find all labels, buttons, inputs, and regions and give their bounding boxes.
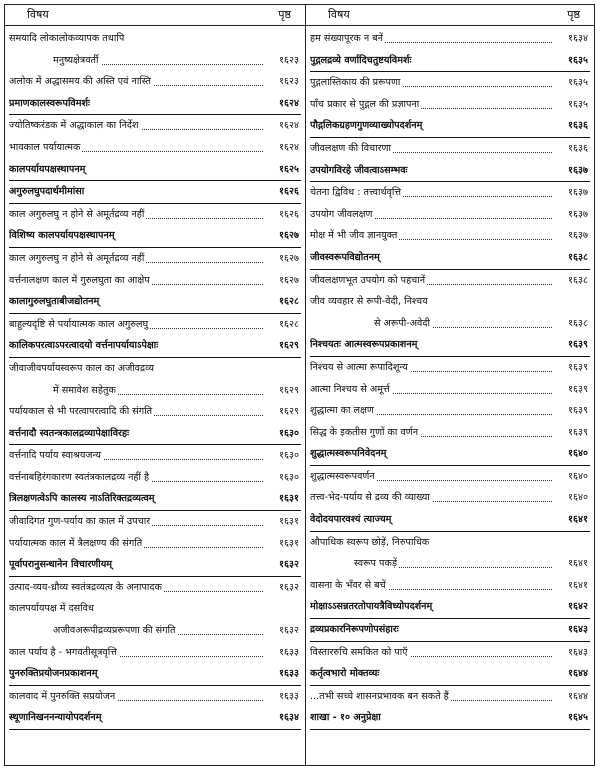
toc-entry-page: १६४५ [566, 707, 588, 729]
toc-entry [310, 334, 590, 357]
toc-entry-title: उपयोगविरहे जीवत्वाऽसम्भवः [310, 164, 408, 176]
toc-entry-title: विस्ताररुचि समकित को पाएँ [310, 646, 408, 658]
toc-entry [310, 291, 590, 313]
toc-entry-title: पुद्गलद्रव्ये वर्णादिचतुष्टयविमर्शः [310, 54, 412, 66]
toc-entry-page: १६४३ [566, 642, 588, 664]
toc-entry-page: १६३२ [277, 577, 299, 599]
toc-entry-page: १६४३ [566, 619, 588, 641]
toc-entry [310, 663, 590, 686]
toc-entry [310, 642, 590, 664]
toc-entry [9, 159, 301, 182]
toc-entry-title: अगुरुलघुपदार्थमीमांसा [9, 186, 85, 198]
toc-entry-title: में समावेश सहेतुक [9, 385, 118, 396]
toc-entry-title: पूर्वापरानुसन्धानेन विचारणीयम् [9, 559, 113, 571]
toc-entry-page: १६३५ [566, 94, 588, 116]
toc-entry-title: पुनरुक्तिप्रयोजनप्रकाशनम् [9, 668, 98, 680]
toc-entry-page: १६३९ [566, 357, 588, 379]
toc-entry-title: द्रव्यप्रकारनिरूपणोपसंहारः [310, 624, 399, 636]
toc-entry [9, 663, 301, 686]
toc-entry-page: १६३७ [566, 225, 588, 247]
toc-entry [9, 598, 301, 620]
toc-entry-title: विशिष्य कालपर्यायपक्षस्थापनम् [9, 230, 115, 242]
toc-entry [310, 686, 590, 708]
toc-entry [9, 71, 301, 93]
toc-entry-page: १६२७ [277, 248, 299, 270]
toc-entry [9, 488, 301, 511]
left-column-header [5, 5, 305, 26]
toc-entry [9, 401, 301, 423]
toc-entry-page: १६२७ [277, 225, 299, 247]
toc-entry-title: औपाधिक स्वरूप छोड़ें, निरुपाधिक [310, 536, 430, 548]
toc-entry-page: १६४१ [566, 575, 588, 597]
topic-heading: विषय [27, 8, 49, 21]
toc-entry-title: वर्त्तनादौ स्वतन्त्रकालद्रव्यापेक्षाविरहः [9, 427, 130, 439]
toc-entry-title: मोक्षाऽऽसन्नतरतोपायत्रैविध्योपदर्शनम् [310, 601, 433, 613]
toc-entry [310, 400, 590, 422]
toc-entry-title: शुद्धात्मस्वरूपवर्णन [310, 470, 375, 482]
toc-entry [310, 50, 590, 73]
toc-entry-page: १६२८ [277, 314, 299, 336]
toc-entry [310, 225, 590, 247]
toc-entry-page: १६४० [566, 443, 588, 465]
toc-entry-title: पर्यायात्मक काल में त्रैलक्षण्य की संगति [9, 537, 143, 549]
toc-entry-page: १६२३ [277, 71, 299, 93]
toc-entry-title: भावकाल पर्यायात्मक [9, 141, 81, 153]
toc-entry-title: कालपर्यायपक्ष में दसविध [9, 603, 94, 615]
toc-entry [9, 181, 301, 204]
toc-entry-title: जीवादिगत गुण-पर्याय का काल में उपचार [9, 516, 151, 528]
toc-entry-title: वर्त्तनालक्षण काल में गुरुलघुता का आक्षेप [9, 274, 150, 286]
toc-entry-title: कालवाद में पुनरुक्ति सप्रयोजन [9, 690, 116, 702]
toc-entry-title: ज्योतिष्करंडक में अद्धाकाल का निर्देश [9, 120, 139, 132]
toc-entry [9, 314, 301, 336]
toc-entry-page: १६३२ [277, 620, 299, 642]
toc-entry-page: १६२४ [277, 137, 299, 159]
toc-entry-page: १६३८ [566, 270, 588, 292]
toc-entry-page: १६४० [566, 466, 588, 488]
toc-entry-page: १६२४ [277, 93, 299, 115]
toc-entry [9, 204, 301, 226]
toc-entry-page: १६२६ [277, 181, 299, 203]
toc-entry [310, 379, 590, 401]
right-entries [306, 26, 594, 730]
toc-entry-title: प्रमाणकालस्वरूपविमर्शः [9, 97, 90, 109]
toc-entry-title: काल पर्याय है - भगवतीसूत्रवृत्ति [9, 646, 117, 658]
toc-entry-page: १६३४ [566, 28, 588, 50]
toc-entry-title: पुद्गलास्तिकाय की प्ररूपणा [310, 77, 401, 89]
toc-entry-title: उपयोग जीवलक्षण [310, 208, 373, 220]
toc-entry-title: जीवस्वरूपविद्योतनम् [310, 251, 380, 263]
toc-entry-page: १६३१ [277, 488, 299, 510]
toc-entry-title: पर्यायकाल से भी परत्वापरत्वादि की संगति [9, 406, 153, 418]
toc-entry [9, 115, 301, 137]
toc-entry [310, 487, 590, 509]
toc-entry-page: १६२९ [277, 335, 299, 357]
toc-entry-title: आत्मा निश्चय से अमूर्त्त [310, 383, 390, 395]
toc-entry-page: १६२४ [277, 115, 299, 137]
toc-entry-page: १६३३ [277, 642, 299, 664]
toc-entry-page: १६४१ [566, 509, 588, 531]
toc-entry [310, 28, 590, 50]
toc-entry-title: से अरूपी-अवेदी [310, 318, 432, 329]
toc-entry [9, 533, 301, 555]
toc-entry-page: १६४४ [566, 686, 588, 708]
toc-entry-page: १६२६ [277, 204, 299, 226]
toc-entry-title: कर्तृत्वभारो मोक्तव्यः [310, 668, 380, 680]
toc-entry [9, 270, 301, 292]
toc-entry-page: १६३१ [277, 533, 299, 555]
toc-entry-title: स्वरूप पकड़ें [310, 558, 399, 569]
toc-entry-title: पौद्गलिकग्रहणगुणव्याख्योपदर्शनम् [310, 120, 423, 132]
toc-entry-page: १६३७ [566, 204, 588, 226]
toc-entry-page: १६२३ [277, 50, 299, 72]
toc-entry [310, 138, 590, 160]
toc-entry [9, 707, 301, 730]
toc-entry-title: तत्त्व-भेद-पर्याय से द्रव्य की व्याख्या [310, 492, 430, 504]
toc-entry-title: काल अगुरुलघु न होने से अमूर्तद्रव्य नहीं [9, 208, 145, 220]
toc-entry-title: जीवाजीवपर्यायस्वरूप काल का अजीवद्रव्य [9, 362, 154, 374]
toc-entry-title: अजीवअरूपीद्रव्यप्ररूपणा की संगति [9, 625, 178, 636]
toc-entry-title: उत्पाद-व्यय-ध्रौव्य स्वतंत्रद्रव्यत्व के अनापादक [9, 581, 162, 593]
toc-entry [9, 291, 301, 314]
toc-entry-page: १६३३ [277, 663, 299, 685]
toc-entry [310, 443, 590, 466]
toc-entry-page: १६३० [277, 467, 299, 489]
toc-entry [310, 596, 590, 619]
toc-entry-title: चेतना द्विविध : तत्त्वार्थवृत्ति [310, 187, 402, 199]
toc-entry-page: १६३१ [277, 511, 299, 533]
toc-entry-title: समयादि लोकालोकव्यापक तथापि [9, 33, 125, 44]
toc-entry-page: १६३८ [566, 313, 588, 335]
toc-entry [9, 445, 301, 467]
toc-entry-title: वर्त्तनादि पर्याय स्वाश्रयजन्य [9, 450, 101, 462]
toc-entry-title: निश्चयतः आत्मस्वरूपप्रकाशनम् [310, 339, 418, 351]
toc-entry-title: शाखा - १० अनुप्रेक्षा [310, 712, 381, 724]
toc-entry-page: १६३९ [566, 334, 588, 356]
toc-entry-title: मनुष्यक्षेत्रवर्ती [9, 55, 101, 66]
toc-entry [9, 686, 301, 708]
toc-entry-page: १६३० [277, 445, 299, 467]
toc-entry-title: जीव व्यवहार से रूपी-वेदी, निश्चय [310, 296, 428, 308]
toc-entry [310, 204, 590, 226]
toc-entry-page: १६२९ [277, 380, 299, 402]
toc-entry-title: ...तभी सच्चे शासनप्रभावक बन सकते हैं [310, 690, 449, 702]
page-heading: पृष्ठ [278, 8, 291, 21]
toc-entry [9, 642, 301, 664]
toc-entry [9, 358, 301, 380]
toc-entry [310, 247, 590, 270]
toc-entry [9, 577, 301, 599]
toc-entry [310, 72, 590, 94]
toc-page [4, 4, 595, 766]
toc-entry [310, 115, 590, 138]
toc-entry-page: १६३४ [277, 707, 299, 729]
toc-entry-page: १६३३ [277, 686, 299, 708]
toc-entry [310, 707, 590, 730]
toc-entry-title: कालपर्यायपक्षस्थापनम् [9, 163, 86, 175]
toc-entry-page: १६३९ [566, 422, 588, 444]
toc-entry [310, 313, 590, 335]
toc-entry [9, 467, 301, 489]
toc-entry-title: वर्त्तनाबहिरंगकारण स्वतंत्रकालद्रव्य नहीं है [9, 471, 150, 483]
toc-entry-page: १६४१ [566, 553, 588, 575]
toc-entry-page: १६३९ [566, 400, 588, 422]
toc-entry [310, 466, 590, 488]
right-column-header [306, 5, 594, 26]
topic-heading: विषय [328, 8, 350, 21]
toc-entry [9, 511, 301, 533]
toc-entry-title: वेदोदयपारवश्यं त्याज्यम् [310, 514, 392, 526]
toc-entry [310, 422, 590, 444]
left-entries [5, 26, 305, 730]
toc-entry [9, 225, 301, 248]
toc-entry-title: अलोक में अद्धासमय की अस्ति एवं नास्ति [9, 76, 151, 88]
toc-entry [310, 270, 590, 292]
toc-entry [9, 380, 301, 402]
toc-entry [310, 509, 590, 532]
toc-entry-title: शुद्धात्मा का लक्षण [310, 405, 374, 417]
toc-entry [310, 160, 590, 183]
toc-entry-page: १६४२ [566, 596, 588, 618]
toc-entry [9, 50, 301, 72]
toc-entry-page: १६३६ [566, 138, 588, 160]
toc-entry [9, 248, 301, 270]
toc-entry [9, 93, 301, 116]
toc-entry-title: निश्चय से आत्मा रूपादिशून्य [310, 361, 408, 373]
toc-entry-title: जीवलक्षणभूत उपयोग को पहचानें [310, 274, 426, 286]
toc-entry-page: १६३२ [277, 554, 299, 576]
toc-entry-title: सिद्ध के इकतीस गुणों का वर्णन [310, 426, 419, 438]
toc-entry [310, 553, 590, 575]
toc-entry [310, 94, 590, 116]
toc-entry-title: काल अगुरुलघु न होने से अमूर्तद्रव्य नहीं [9, 252, 145, 264]
toc-entry-title: स्थूणानिखननन्यायोपदर्शनम् [9, 712, 102, 724]
toc-entry-page: १६४० [566, 487, 588, 509]
toc-entry [9, 335, 301, 358]
toc-entry-page: १६२७ [277, 270, 299, 292]
left-column [5, 5, 306, 765]
toc-entry-title: कालिकपरत्वाऽपरत्वादयो वर्त्तनापर्यायाऽपेक्षाः [9, 340, 159, 352]
toc-entry-page: १६२५ [277, 159, 299, 181]
toc-entry-page: १६३९ [566, 379, 588, 401]
toc-entry-title: मोक्ष में भी जीव ज्ञानयुक्त [310, 230, 398, 242]
toc-entry [310, 532, 590, 554]
toc-entry-title: बाहुल्यदृष्टि से पर्यायात्मक काल अगुरुलघु [9, 318, 149, 330]
toc-entry [9, 620, 301, 642]
toc-entry-title: वासना के भँवर से बचें [310, 579, 386, 591]
toc-entry [310, 357, 590, 379]
toc-entry-page: १६४४ [566, 663, 588, 685]
toc-entry-title: जीवलक्षण की विचारणा [310, 142, 391, 154]
toc-entry [310, 619, 590, 642]
toc-entry-page: १६२९ [277, 401, 299, 423]
toc-entry-title: कालागुरुलघुताबीजद्योतनम् [9, 296, 100, 308]
toc-entry [310, 182, 590, 204]
toc-entry [310, 575, 590, 597]
toc-entry-page: १६३० [277, 423, 299, 445]
page-heading: पृष्ठ [567, 8, 580, 21]
toc-entry [9, 28, 301, 50]
toc-entry-page: १६३५ [566, 50, 588, 72]
toc-entry-page: १६३७ [566, 182, 588, 204]
toc-entry-page: १६३५ [566, 72, 588, 94]
toc-entry-title: हम संख्यापूरक न बनें [310, 33, 383, 44]
toc-entry-title: त्रिलक्षणत्वेऽपि कालस्य नाऽतिरिक्तद्रव्यत्वम् [9, 493, 155, 505]
toc-entry-page: १६३८ [566, 247, 588, 269]
toc-entry [9, 554, 301, 577]
right-column [306, 5, 594, 765]
toc-entry-page: १६२८ [277, 291, 299, 313]
toc-entry-page: १६३७ [566, 160, 588, 182]
toc-entry-title: शुद्धात्मस्वरूपनिवेदनम् [310, 448, 387, 460]
toc-entry [9, 423, 301, 446]
toc-entry-page: १६३६ [566, 115, 588, 137]
toc-entry-title: पाँच प्रकार से पुद्गल की प्रज्ञापना [310, 98, 420, 110]
toc-entry [9, 137, 301, 159]
